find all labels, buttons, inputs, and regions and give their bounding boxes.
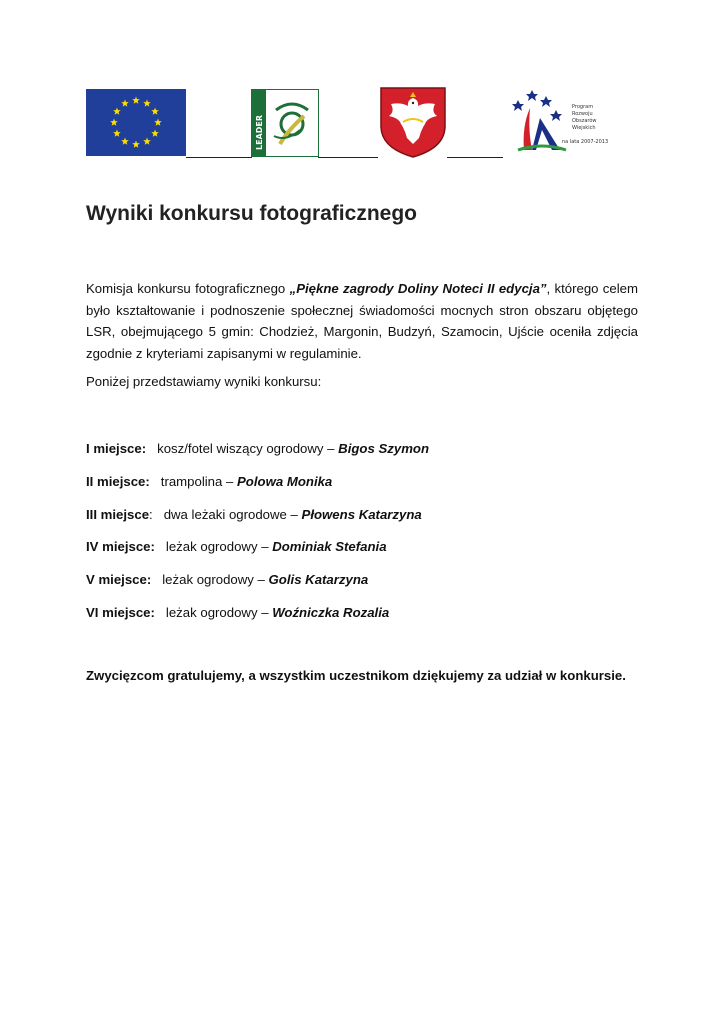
- leader-logo: [251, 89, 319, 157]
- eagle-crest-icon: [377, 86, 449, 158]
- prow-text-line-5: na lata 2007-2013: [562, 139, 609, 145]
- wielkopolska-crest-logo: [377, 86, 449, 158]
- result-item: [86, 569, 429, 602]
- prow-text-line-1: Program: [572, 104, 594, 110]
- result-place: II miejsce:: [86, 473, 150, 489]
- result-place: VI miejsce:: [86, 604, 155, 620]
- result-prize: kosz/fotel wiszący ogrodowy –: [157, 441, 339, 456]
- result-prize: leżak ogrodowy –: [165, 604, 273, 620]
- logo-separator-line: [186, 157, 252, 158]
- result-place: IV miejsce:: [86, 539, 155, 555]
- eu-star-icon: [154, 119, 162, 126]
- prow-logo: [506, 86, 646, 156]
- logo-separator-line: [447, 157, 503, 158]
- contest-name: „Piękne zagrody Doliny Noteci II edycja”: [289, 281, 547, 296]
- results-lead: Poniżej przedstawiamy wyniki konkursu:: [86, 374, 322, 389]
- logo-strip: [86, 86, 646, 158]
- eu-star-icon: [121, 99, 129, 106]
- result-winner: Płowens Katarzyna: [301, 506, 422, 522]
- result-place: I miejsce:: [86, 441, 147, 456]
- result-prize: leżak ogrodowy –: [162, 572, 269, 588]
- eu-star-icon: [121, 138, 129, 145]
- eu-stars-icon: [86, 89, 186, 156]
- logo-separator-line: [318, 157, 378, 158]
- result-winner: Dominiak Stefania: [272, 539, 387, 555]
- results-list: [86, 438, 429, 635]
- result-winner: Woźniczka Rozalia: [272, 604, 390, 620]
- eu-star-icon: [151, 108, 159, 115]
- result-item: [86, 504, 429, 537]
- prow-text-line-3: Obszarów: [572, 118, 597, 124]
- intro-text-start: Komisja konkursu fotograficznego: [86, 281, 290, 296]
- prow-text-line-2: Rozwoju: [572, 111, 593, 117]
- intro-paragraph: [86, 278, 638, 364]
- page-title: Wyniki konkursu fotograficznego: [86, 202, 417, 225]
- eu-star-icon: [110, 119, 118, 126]
- result-place: III miejsce: [86, 506, 150, 522]
- prow-emblem-icon: [506, 86, 646, 156]
- result-winner: Bigos Szymon: [338, 441, 430, 456]
- result-winner: Polowa Monika: [237, 473, 333, 489]
- leader-emblem-icon: [252, 90, 318, 156]
- eu-star-icon: [143, 99, 151, 106]
- eu-star-icon: [151, 130, 159, 137]
- eu-star-icon: [143, 138, 151, 145]
- leader-logo-text: LEADER: [255, 114, 264, 150]
- result-prize: : dwa leżaki ogrodowe –: [149, 506, 302, 522]
- eu-star-icon: [113, 130, 121, 137]
- result-prize: trampolina –: [160, 473, 238, 489]
- prow-text-line-4: Wiejskich: [572, 125, 596, 131]
- result-item: [86, 471, 429, 504]
- eu-star-icon: [132, 97, 140, 104]
- result-place: V miejsce:: [86, 572, 152, 588]
- eu-flag-logo: [86, 89, 186, 156]
- result-item: [86, 602, 429, 635]
- eu-star-icon: [113, 108, 121, 115]
- result-item: [86, 536, 429, 569]
- result-prize: leżak ogrodowy –: [165, 539, 273, 555]
- result-item: [86, 438, 429, 471]
- result-winner: Golis Katarzyna: [268, 572, 369, 588]
- eu-star-icon: [132, 141, 140, 148]
- closing-message: Zwycięzcom gratulujemy, a wszystkim uczestnikom dziękujemy za udział w konkursie.: [86, 668, 626, 683]
- intro-text-end: , którego celem było kształtowanie i podnoszenie społecznej świadomości mocnych stron obszaru objętego LSR, obejmującego 5 gmin: Chodzież, Margonin, Budzyń, Szamocin, Ujście oceniła zdjęcia zgodnie z kryteriami zapisanymi w regulaminie.: [86, 281, 638, 361]
